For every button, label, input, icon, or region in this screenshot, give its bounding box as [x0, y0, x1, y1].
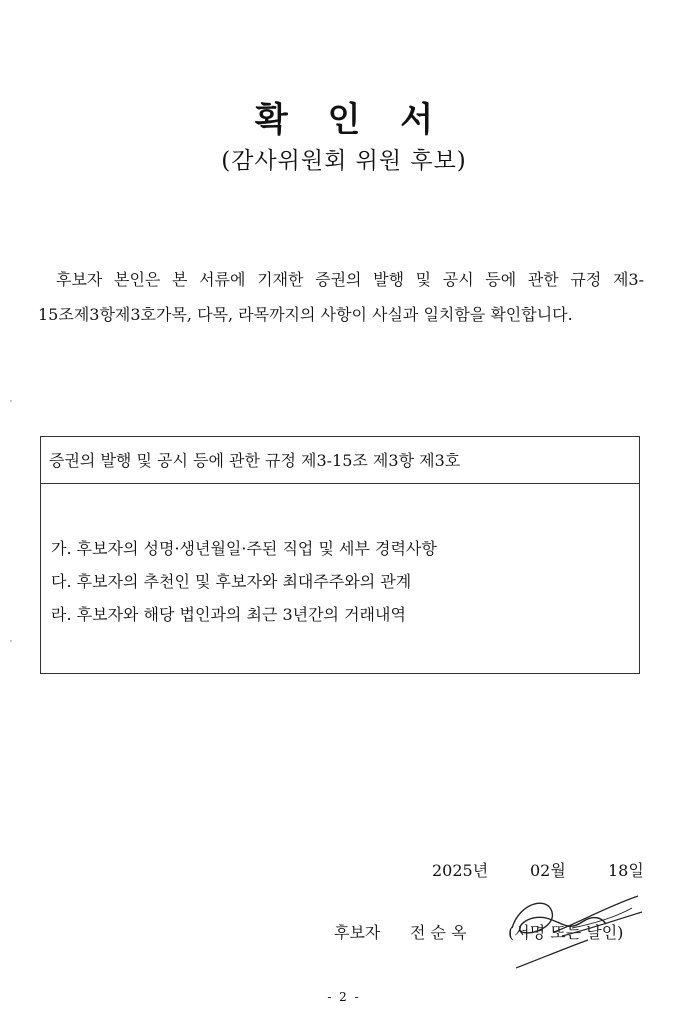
- confirmation-statement: 후보자 본인은 본 서류에 기재한 증권의 발행 및 공시 등에 관한 규정 제3-15조제3항제3호가목, 다목, 라목까지의 사항이 사실과 일치함을 확인합니다.: [38, 270, 644, 324]
- page-number: - 2 -: [327, 990, 361, 1004]
- signature-placeholder: (서명 또는 날인): [508, 923, 624, 942]
- scan-speck: [10, 400, 12, 402]
- regulation-box-header: 증권의 발행 및 공시 등에 관한 규정 제3-15조 제3항 제3호: [41, 437, 639, 484]
- document-subtitle: (감사위원회 위원 후보): [221, 148, 467, 174]
- date-month: 02월: [530, 861, 566, 880]
- signer-name: 전 순 옥: [410, 923, 467, 942]
- date-day: 18일: [608, 861, 644, 880]
- document-title: 확 인 서: [254, 100, 448, 140]
- scan-speck: [10, 640, 12, 642]
- signer-role: 후보자: [334, 923, 381, 942]
- regulation-box: [40, 436, 640, 674]
- regulation-item: 라. 후보자와 해당 법인과의 최근 3년간의 거래내역: [51, 605, 406, 624]
- date-year: 2025년: [432, 861, 489, 880]
- regulation-item: 가. 후보자의 성명·생년월일·주된 직업 및 세부 경력사항: [51, 539, 437, 558]
- handwritten-signature-icon: [502, 888, 652, 972]
- regulation-item: 다. 후보자의 추천인 및 후보자와 최대주주와의 관계: [51, 572, 412, 591]
- regulation-item-list: [41, 484, 639, 631]
